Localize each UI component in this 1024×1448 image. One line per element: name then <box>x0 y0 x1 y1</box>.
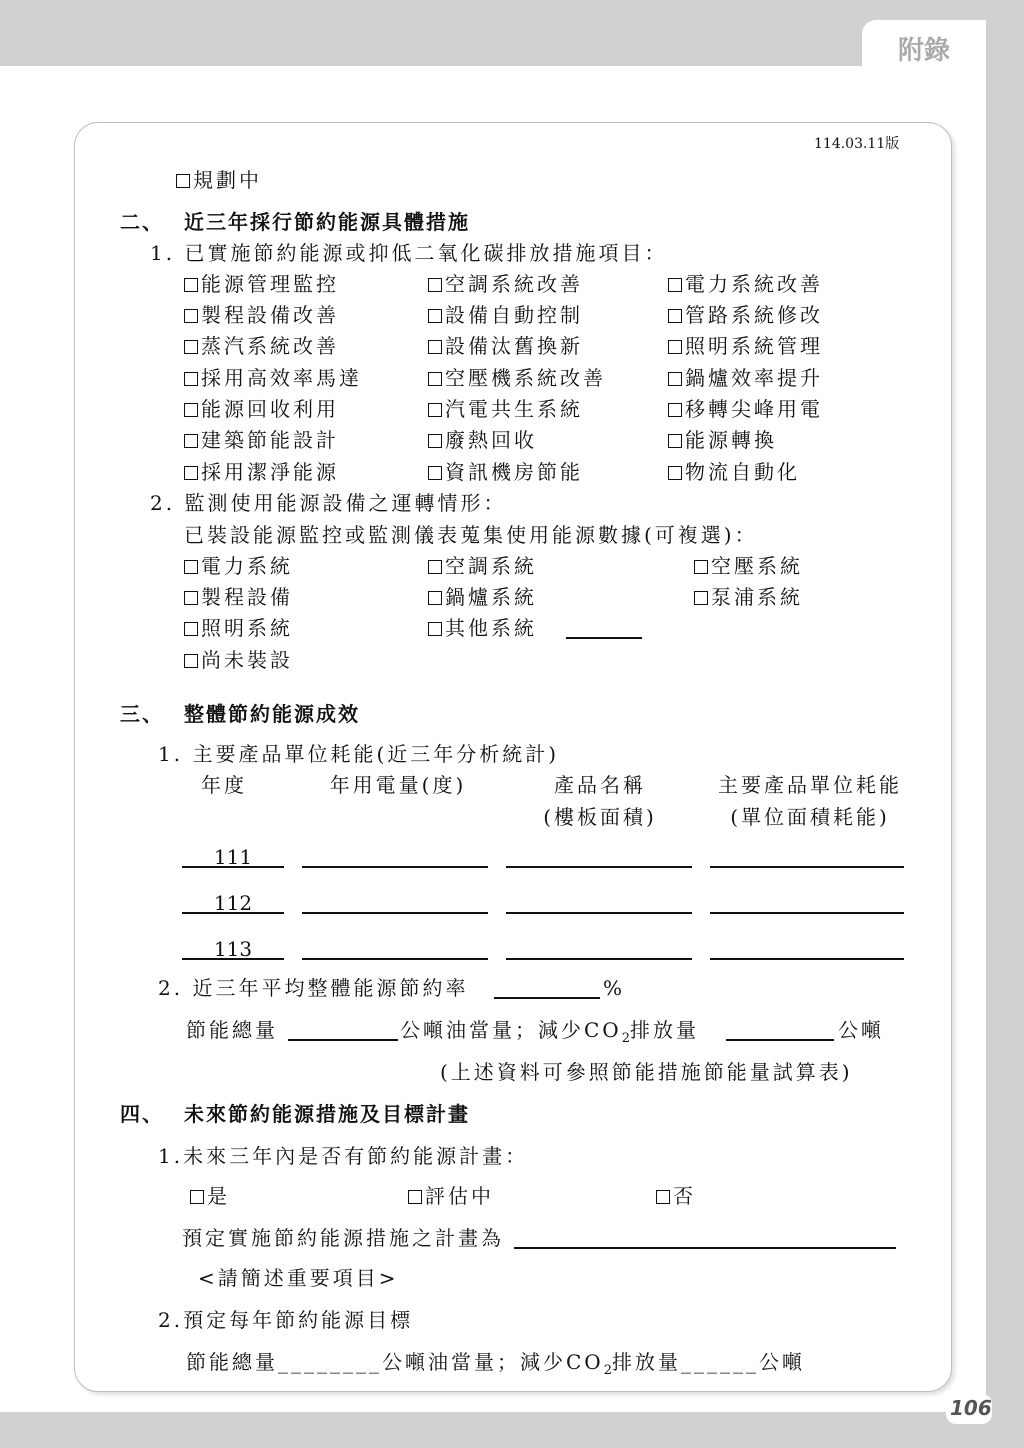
year-underline <box>182 912 284 914</box>
checkbox[interactable] <box>694 560 708 574</box>
ton-label: 公噸 <box>838 1018 884 1042</box>
section-4-title: 未來節約能源措施及目標計畫 <box>184 1102 470 1126</box>
checkbox[interactable] <box>184 309 198 323</box>
monitor-option[interactable]: 照明系統 <box>184 616 293 640</box>
monitor-option[interactable]: 空壓系統 <box>694 554 803 578</box>
measure-option[interactable]: 資訊機房節能 <box>428 460 583 484</box>
measure-option[interactable]: 能源管理監控 <box>184 272 339 296</box>
unit-consumption-blank[interactable] <box>710 958 904 960</box>
monitor-option[interactable]: 空調系統 <box>428 554 537 578</box>
year-underline <box>182 866 284 868</box>
plan-option-evaluating[interactable]: 評估中 <box>408 1184 494 1208</box>
footer-band <box>0 1412 1024 1448</box>
header-unit-consumption: 主要產品單位耗能 <box>718 773 902 797</box>
measure-option[interactable]: 設備汰舊換新 <box>428 334 583 358</box>
plan-label: 預定實施節約能源措施之計畫為 <box>182 1226 504 1250</box>
percent-sign: % <box>603 976 626 1000</box>
measure-option[interactable]: 採用高效率馬達 <box>184 366 362 390</box>
savings-total-label: 節能總量 <box>186 1018 278 1042</box>
section-2-title: 近三年採行節約能源具體措施 <box>184 210 470 234</box>
section-4-item-2-label: 2.預定每年節約能源目標 <box>158 1308 414 1332</box>
year-underline <box>182 958 284 960</box>
saving-rate-blank[interactable] <box>494 997 600 999</box>
header-product: 產品名稱 <box>554 773 646 797</box>
section-2-number: 二、 <box>120 210 164 234</box>
reference-note: (上述資料可參照節能措施節能量試算表) <box>440 1060 853 1084</box>
plan-option-yes[interactable]: 是 <box>190 1184 230 1208</box>
section-3-title: 整體節約能源成效 <box>184 702 360 726</box>
savings-total-blank[interactable] <box>288 1039 398 1041</box>
monitor-option[interactable]: 泵浦系統 <box>694 585 803 609</box>
measure-option[interactable]: 採用潔淨能源 <box>184 460 339 484</box>
measure-option[interactable]: 空調系統改善 <box>428 272 583 296</box>
section-3-number: 三、 <box>120 702 164 726</box>
measure-option[interactable]: 設備自動控制 <box>428 303 583 327</box>
year-cell: 113 <box>213 937 253 961</box>
checkbox[interactable] <box>668 466 682 480</box>
measure-option[interactable]: 照明系統管理 <box>668 334 823 358</box>
monitor-option[interactable]: 鍋爐系統 <box>428 585 537 609</box>
oil-equivalent-label: 公噸油當量；減少$CO_2$排放量 <box>400 1018 699 1046</box>
checkbox[interactable] <box>184 466 198 480</box>
checkbox[interactable] <box>428 340 442 354</box>
checkbox[interactable] <box>668 340 682 354</box>
header-year: 年度 <box>201 773 247 797</box>
checkbox[interactable] <box>428 309 442 323</box>
measure-option[interactable]: 鍋爐效率提升 <box>668 366 823 390</box>
section-3-item-1-label: 1. 主要產品單位耗能(近三年分析統計) <box>158 742 560 766</box>
year-cell: 111 <box>213 845 253 869</box>
checkbox[interactable] <box>428 372 442 386</box>
checkbox[interactable] <box>184 372 198 386</box>
checkbox[interactable] <box>184 654 198 668</box>
section-4-item-1-label: 1.未來三年內是否有節約能源計畫： <box>158 1144 529 1168</box>
checkbox[interactable] <box>668 403 682 417</box>
header-product-sub: (樓板面積) <box>543 805 657 829</box>
checkbox[interactable] <box>694 591 708 605</box>
header-unit-consumption-sub: (單位面積耗能) <box>730 805 890 829</box>
monitor-option[interactable]: 尚未裝設 <box>184 648 293 672</box>
checkbox[interactable] <box>184 434 198 448</box>
checkbox[interactable] <box>428 466 442 480</box>
checkbox[interactable] <box>176 174 190 188</box>
unit-consumption-blank[interactable] <box>710 912 904 914</box>
measure-option[interactable]: 廢熱回收 <box>428 428 537 452</box>
measure-option[interactable]: 能源轉換 <box>668 428 777 452</box>
other-system-blank[interactable] <box>566 637 642 639</box>
co2-reduction-blank[interactable] <box>726 1039 834 1041</box>
checkbox[interactable] <box>668 372 682 386</box>
page-number: 106 <box>950 1396 992 1420</box>
checkbox[interactable] <box>656 1190 670 1204</box>
checkbox[interactable] <box>428 560 442 574</box>
checkbox[interactable] <box>184 591 198 605</box>
appendix-tab <box>862 20 986 70</box>
section-2-item-2-label: 2. 監測使用能源設備之運轉情形： <box>150 491 507 515</box>
checkbox[interactable] <box>428 434 442 448</box>
checkbox[interactable] <box>184 278 198 292</box>
measure-option[interactable]: 空壓機系統改善 <box>428 366 606 390</box>
header-electricity: 年用電量(度) <box>329 773 467 797</box>
target-savings-blank[interactable]: ________ <box>278 1350 382 1374</box>
checkbox[interactable] <box>428 622 442 636</box>
checkbox[interactable] <box>428 278 442 292</box>
section-2-item-1-label: 1. 已實施節約能源或抑低二氧化碳排放措施項目： <box>150 241 668 265</box>
checkbox[interactable] <box>668 278 682 292</box>
measure-option[interactable]: 移轉尖峰用電 <box>668 397 823 421</box>
electricity-blank[interactable] <box>302 866 488 868</box>
checkbox[interactable] <box>668 434 682 448</box>
electricity-blank[interactable] <box>302 958 488 960</box>
monitor-option[interactable]: 其他系統 <box>428 616 537 640</box>
appendix-tab-label: 附錄 <box>897 36 950 66</box>
checkbox[interactable] <box>428 591 442 605</box>
product-blank[interactable] <box>506 912 692 914</box>
measure-option[interactable]: 建築節能設計 <box>184 428 339 452</box>
plan-option-no[interactable]: 否 <box>656 1184 696 1208</box>
product-blank[interactable] <box>506 866 692 868</box>
product-blank[interactable] <box>506 958 692 960</box>
section-3-item-2-label: 2. 近三年平均整體能源節約率 <box>158 976 469 1000</box>
right-margin-band <box>986 0 1024 1448</box>
checkbox[interactable] <box>184 622 198 636</box>
monitor-option[interactable]: 電力系統 <box>184 554 293 578</box>
checkbox[interactable] <box>668 309 682 323</box>
version-label: 114.03.11版 <box>814 136 900 152</box>
plan-hint: <請簡述重要項目> <box>198 1266 399 1290</box>
measure-option[interactable]: 蒸汽系統改善 <box>184 334 339 358</box>
monitor-option[interactable]: 製程設備 <box>184 585 293 609</box>
checkbox[interactable] <box>184 340 198 354</box>
year-cell: 112 <box>213 891 253 915</box>
section-4-number: 四、 <box>120 1102 164 1126</box>
option-planning[interactable]: 規劃中 <box>176 168 262 192</box>
checkbox[interactable] <box>184 403 198 417</box>
target-line: 節能總量________公噸油當量；減少$CO_2$排放量______公噸 <box>186 1350 805 1378</box>
checkbox[interactable] <box>408 1190 422 1204</box>
measure-option[interactable]: 製程設備改善 <box>184 303 339 327</box>
measure-option[interactable]: 物流自動化 <box>668 460 800 484</box>
measure-option[interactable]: 汽電共生系統 <box>428 397 583 421</box>
target-co2-blank[interactable]: ______ <box>680 1350 759 1374</box>
monitoring-sub-label: 已裝設能源監控或監測儀表蒐集使用能源數據(可複選)： <box>184 523 758 547</box>
checkbox[interactable] <box>190 1190 204 1204</box>
checkbox[interactable] <box>184 560 198 574</box>
unit-consumption-blank[interactable] <box>710 866 904 868</box>
measure-option[interactable]: 電力系統改善 <box>668 272 823 296</box>
measure-option[interactable]: 能源回收利用 <box>184 397 339 421</box>
measure-option[interactable]: 管路系統修改 <box>668 303 823 327</box>
plan-blank[interactable] <box>514 1247 896 1249</box>
electricity-blank[interactable] <box>302 912 488 914</box>
checkbox[interactable] <box>428 403 442 417</box>
page-number-badge <box>946 1394 992 1424</box>
